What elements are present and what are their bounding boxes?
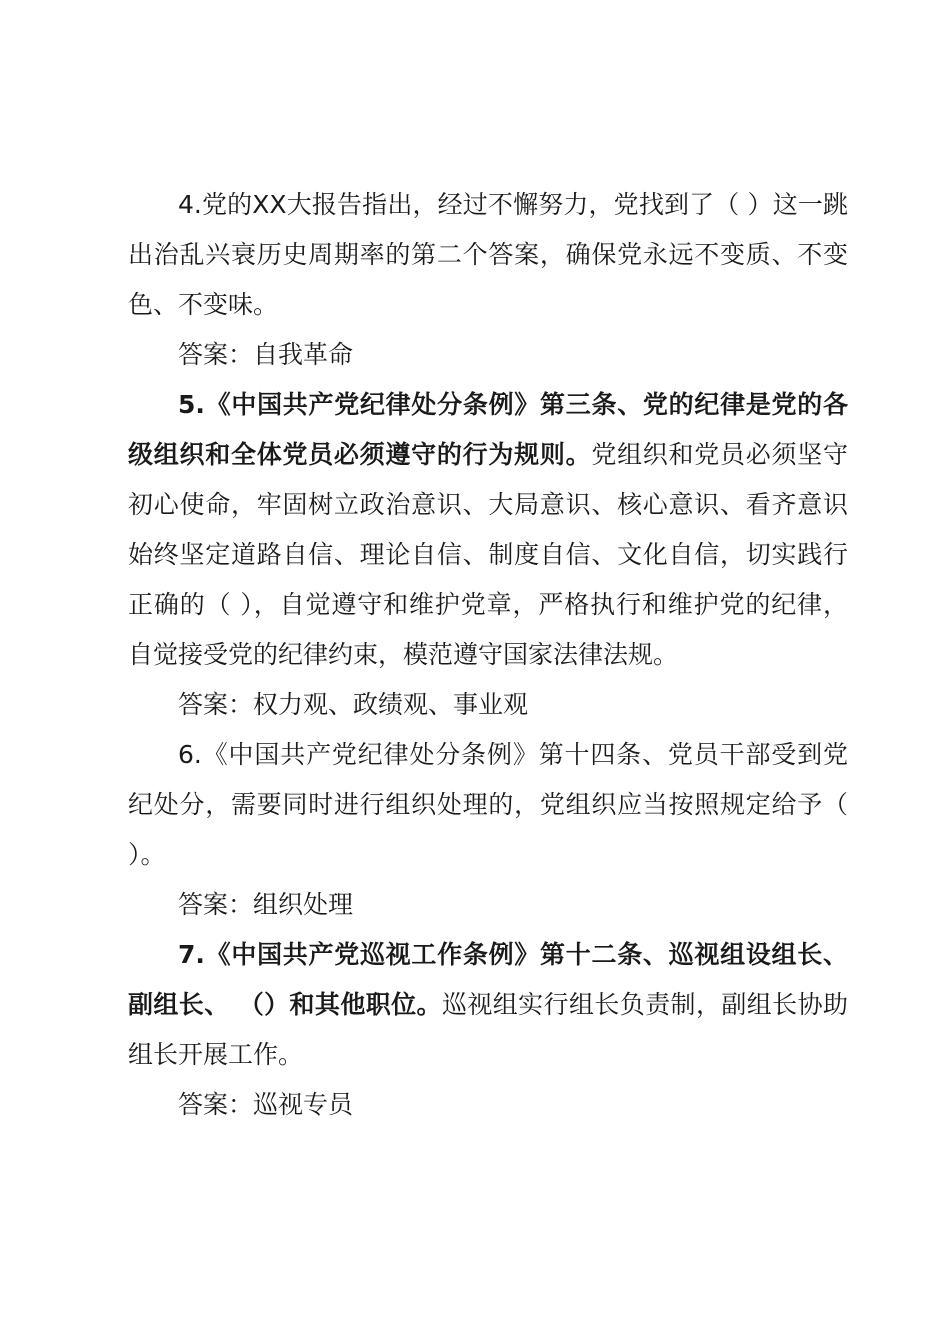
answer-6-text: 答案：组织处理: [178, 890, 354, 919]
answer-5: [128, 680, 848, 730]
question-5-text: 党组织和党员必须坚守初心使命，牢固树立政治意识、大局意识、核心意识、看齐意识始终坚定道路自信、理论自信、制度自信、文化自信，切实践行正确的（ ），自觉遵守和维护党章，严格执行和维护党的纪律，自觉接受党的纪律约束，模范遵守国家法律法规。: [128, 440, 848, 669]
answer-7: [128, 1080, 848, 1130]
answer-6: [128, 880, 848, 930]
question-5: [128, 380, 848, 680]
question-4-text: 4.党的XX大报告指出，经过不懈努力，党找到了（ ）这一跳出治乱兴衰历史周期率的第二个答案，确保党永远不变质、不变色、不变味。: [128, 190, 848, 319]
question-7-text: 巡视组实行组长负责制，副组长协助组长开展工作。: [128, 990, 848, 1069]
answer-7-text: 答案：巡视专员: [178, 1090, 354, 1119]
question-7-bold-text: 7.《中国共产党巡视工作条例》第十二条、巡视组设组长、副组长、 （）和其他职位。: [128, 940, 848, 1019]
question-7: [128, 930, 848, 1080]
document-page: [128, 180, 848, 1130]
answer-4-text: 答案：自我革命: [178, 340, 354, 369]
answer-5-text: 答案：权力观、政绩观、事业观: [178, 690, 529, 719]
answer-4: [128, 330, 848, 380]
question-4: [128, 180, 848, 330]
question-6: [128, 730, 848, 880]
question-6-text: 6.《中国共产党纪律处分条例》第十四条、党员干部受到党纪处分，需要同时进行组织处理的，党组织应当按照规定给予（ ）。: [128, 740, 848, 869]
question-5-bold-text: 5.《中国共产党纪律处分条例》第三条、党的纪律是党的各级组织和全体党员必须遵守的行为规则。: [128, 390, 848, 469]
